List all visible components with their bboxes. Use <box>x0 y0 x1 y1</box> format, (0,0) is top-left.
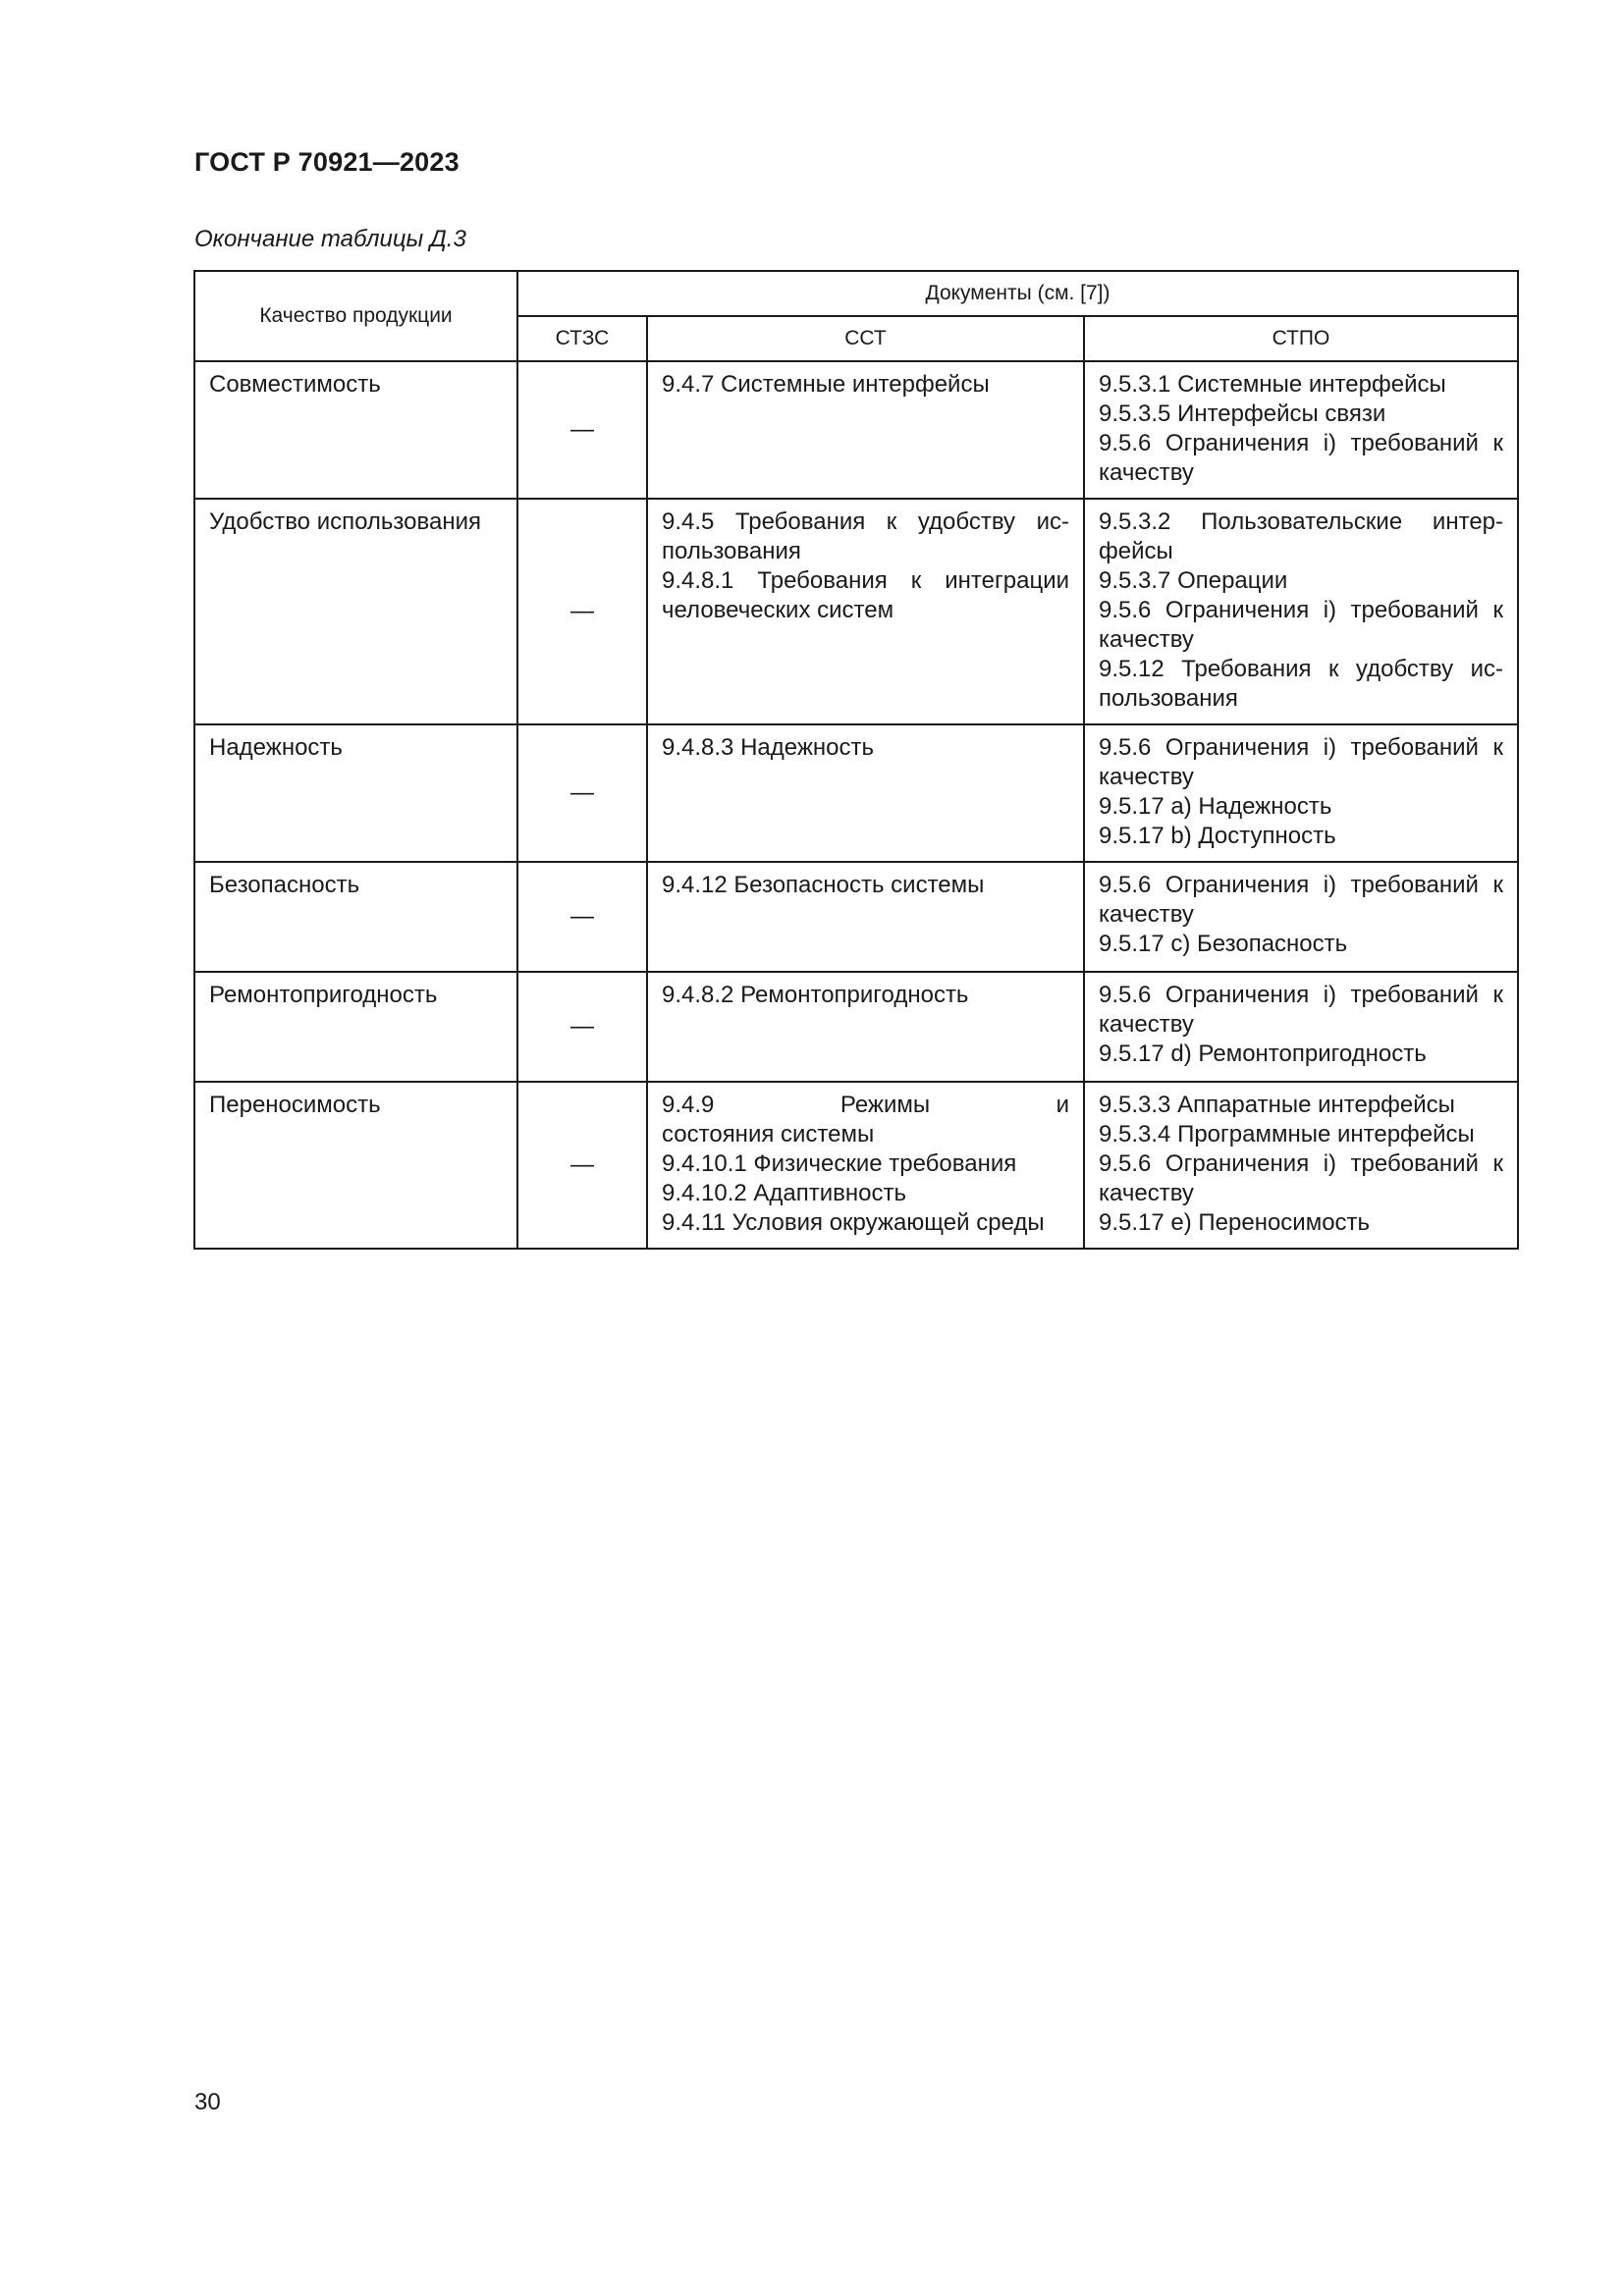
sst-line: 9.4.11 Условия окружающей среды <box>662 1209 1045 1236</box>
table-row <box>194 499 1518 724</box>
sst-cell <box>647 499 1084 724</box>
stzs-cell: — <box>517 499 647 724</box>
table-row <box>194 862 1518 972</box>
stpo-line: 9.5.17 d) Ремонтопригодность <box>1099 1041 1427 1067</box>
sst-line: 9.4.8.1 Требования к интеграции <box>662 567 1069 594</box>
stpo-line: 9.5.17 c) Безопасность <box>1099 931 1348 957</box>
header-quality: Качество продукции <box>194 271 517 361</box>
stpo-line: 9.5.3.5 Интерфейсы связи <box>1099 400 1386 427</box>
stpo-line: 9.5.6 Ограничения i) требований к <box>1099 1150 1503 1177</box>
quality-cell: Совместимость <box>194 361 517 499</box>
quality-cell: Переносимость <box>194 1082 517 1249</box>
stzs-cell: — <box>517 862 647 972</box>
stpo-line: 9.5.3.3 Аппаратные интерфейсы <box>1099 1092 1455 1118</box>
quality-cell: Ремонтопригодность <box>194 972 517 1082</box>
stpo-line: качеству <box>1099 626 1194 653</box>
table-row <box>194 361 1518 499</box>
quality-cell: Безопасность <box>194 862 517 972</box>
stpo-line: качеству <box>1099 1180 1194 1206</box>
sst-cell <box>647 1082 1084 1249</box>
sst-cell <box>647 972 1084 1082</box>
table-row <box>194 972 1518 1082</box>
stpo-line: качеству <box>1099 1011 1194 1038</box>
stpo-line: качеству <box>1099 459 1194 486</box>
sst-cell <box>647 361 1084 499</box>
sst-line: 9.4.7 Системные интерфейсы <box>662 371 990 398</box>
stpo-line: 9.5.6 Ограничения i) требований к <box>1099 430 1503 456</box>
stpo-line: качеству <box>1099 764 1194 790</box>
sst-line: пользования <box>662 538 801 564</box>
sst-line: 9.4.8.2 Ремонтопригодность <box>662 982 969 1008</box>
sst-line: 9.4.10.1 Физические требования <box>662 1150 1017 1177</box>
stpo-line: 9.5.17 e) Переносимость <box>1099 1209 1371 1236</box>
stpo-cell <box>1084 499 1518 724</box>
quality-cell: Удобство использования <box>194 499 517 724</box>
stpo-line: 9.5.3.7 Операции <box>1099 567 1288 594</box>
table-caption: Окончание таблицы Д.3 <box>194 226 466 252</box>
stpo-line: 9.5.3.2 Пользовательские интер- <box>1099 508 1503 535</box>
sst-line: 9.4.10.2 Адаптивность <box>662 1180 907 1206</box>
stpo-line: фейсы <box>1099 538 1173 564</box>
header-stpo: СТПО <box>1084 316 1518 361</box>
header-documents: Документы (см. [7]) <box>517 271 1518 316</box>
stpo-cell <box>1084 972 1518 1082</box>
sst-line: 9.4.5 Требования к удобству ис- <box>662 508 1069 535</box>
quality-cell: Надежность <box>194 724 517 862</box>
stzs-cell: — <box>517 972 647 1082</box>
stpo-line: 9.5.17 a) Надежность <box>1099 793 1332 820</box>
stpo-line: 9.5.3.4 Программные интерфейсы <box>1099 1121 1475 1148</box>
sst-cell <box>647 724 1084 862</box>
table-row <box>194 1082 1518 1249</box>
header-stzs: СТЗС <box>517 316 647 361</box>
stzs-cell: — <box>517 1082 647 1249</box>
table-row <box>194 724 1518 862</box>
stpo-line: 9.5.6 Ограничения i) требований к <box>1099 982 1503 1008</box>
stpo-line: 9.5.12 Требования к удобству ис- <box>1099 656 1503 682</box>
stpo-line: 9.5.6 Ограничения i) требований к <box>1099 597 1503 623</box>
stzs-cell: — <box>517 724 647 862</box>
stpo-line: 9.5.6 Ограничения i) требований к <box>1099 734 1503 761</box>
stpo-line: 9.5.3.1 Системные интерфейсы <box>1099 371 1446 398</box>
sst-line: состояния системы <box>662 1121 875 1148</box>
quality-documents-table <box>193 270 1519 1250</box>
stpo-line: 9.5.6 Ограничения i) требований к <box>1099 872 1503 898</box>
stpo-line: пользования <box>1099 685 1238 712</box>
sst-line: 9.4.8.3 Надежность <box>662 734 874 761</box>
stpo-cell <box>1084 1082 1518 1249</box>
sst-line: 9.4.12 Безопасность системы <box>662 872 985 898</box>
sst-line: человеческих систем <box>662 597 894 623</box>
stpo-line: 9.5.17 b) Доступность <box>1099 823 1336 849</box>
stpo-line: качеству <box>1099 901 1194 928</box>
document-code: ГОСТ Р 70921—2023 <box>194 147 460 177</box>
stzs-cell: — <box>517 361 647 499</box>
stpo-cell <box>1084 862 1518 972</box>
page-number: 30 <box>194 2089 221 2115</box>
sst-line: 9.4.9 Режимы и <box>662 1092 1069 1118</box>
stpo-cell <box>1084 361 1518 499</box>
sst-cell <box>647 862 1084 972</box>
stpo-cell <box>1084 724 1518 862</box>
header-sst: ССТ <box>647 316 1084 361</box>
